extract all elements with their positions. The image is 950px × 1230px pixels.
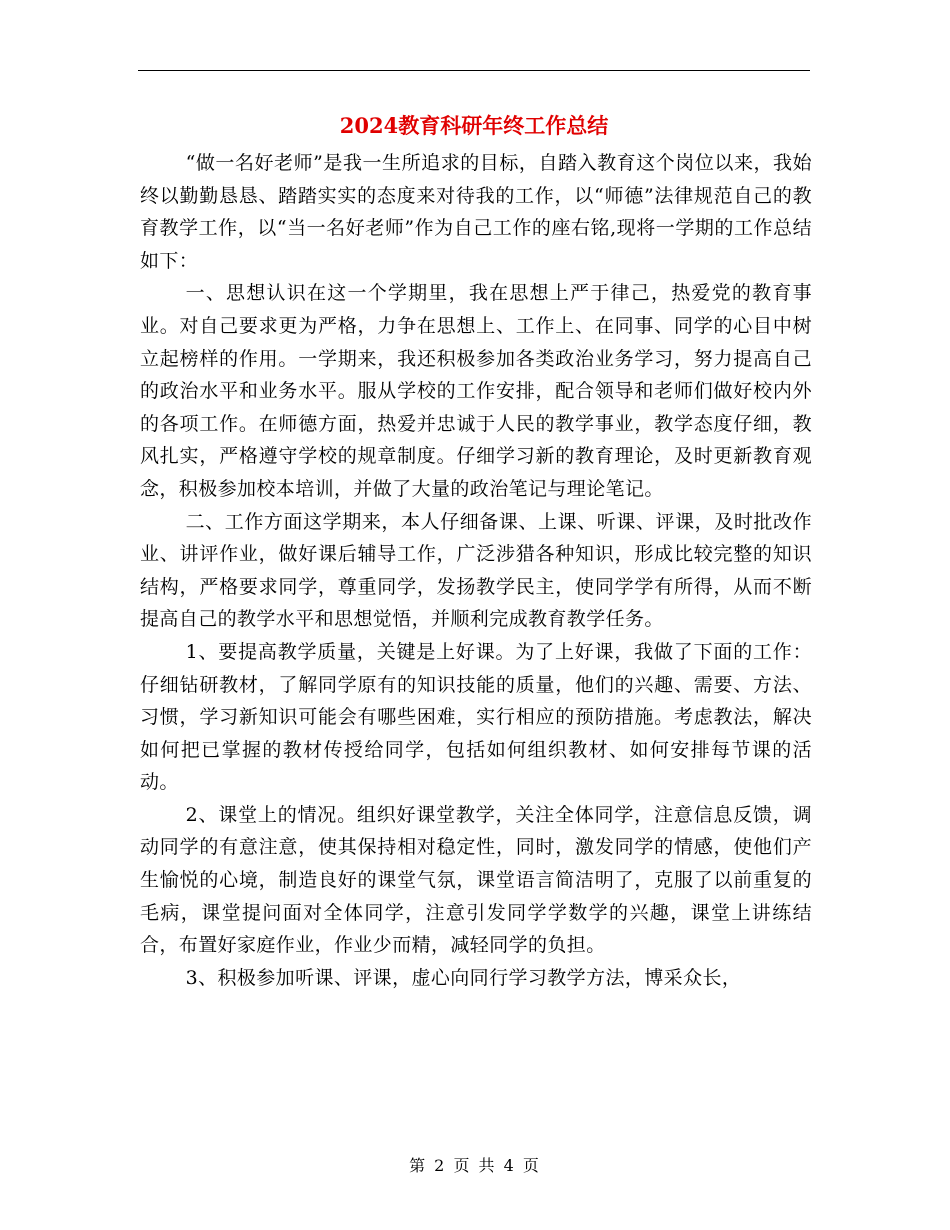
page-number: 第 2 页 共 4 页 <box>409 1156 541 1175</box>
paragraph: 1、要提高教学质量，关键是上好课。为了上好课，我做了下面的工作：仔细钻研教材，了解同学原有的知识技能的质量，他们的兴趣、需要、方法、习惯，学习新知识可能会有哪些困难，实行相应的预防措施。考虑教法，解决如何把已掌握的教材传授给同学，包括如何组织教材、如何安排每节课的活动。 <box>140 640 812 794</box>
document-body <box>140 147 812 994</box>
paragraph: 一、思想认识在这一个学期里，我在思想上严于律己，热爱党的教育事业。对自己要求更为严格，力争在思想上、工作上、在同事、同学的心目中树立起榜样的作用。一学期来，我还积极参加各类政治业务学习，努力提高自己的政治水平和业务水平。服从学校的工作安排，配合领导和老师们做好校内外的各项工作。在师德方面，热爱并忠诚于人民的教学事业，教学态度仔细，教风扎实，严格遵守学校的规章制度。仔细学习新的教育理论，及时更新教育观念，积极参加校本培训，并做了大量的政治笔记与理论笔记。 <box>140 282 812 500</box>
document-title: 2024教育科研年终工作总结 <box>339 113 609 138</box>
paragraph: “做一名好老师”是我一生所追求的目标，自踏入教育这个岗位以来，我始终以勤勤恳恳、踏踏实实的态度来对待我的工作，以“师德”法律规范自己的教育教学工作，以“当一名好老师”作为自己工作的座右铭,现将一学期的工作总结如下： <box>140 152 812 272</box>
paragraph: 2、课堂上的情况。组织好课堂教学，关注全体同学，注意信息反馈，调动同学的有意注意，使其保持相对稳定性，同时，激发同学的情感，使他们产生愉悦的心境，制造良好的课堂气氛，课堂语言简洁明了，克服了以前重复的毛病，课堂提问面对全体同学，注意引发同学学数学的兴趣，课堂上讲练结合，布置好家庭作业，作业少而精，减轻同学的负担。 <box>140 803 812 957</box>
header-rule <box>138 70 810 71</box>
paragraph: 二、工作方面这学期来，本人仔细备课、上课、听课、评课，及时批改作业、讲评作业，做好课后辅导工作，广泛涉猎各种知识，形成比较完整的知识结构，严格要求同学，尊重同学，发扬教学民主，使同学学有所得，从而不断提高自己的教学水平和思想觉悟，并顺利完成教育教学任务。 <box>140 510 812 631</box>
paragraph: 3、积极参加听课、评课，虚心向同行学习教学方法，博采众长， <box>185 966 742 989</box>
